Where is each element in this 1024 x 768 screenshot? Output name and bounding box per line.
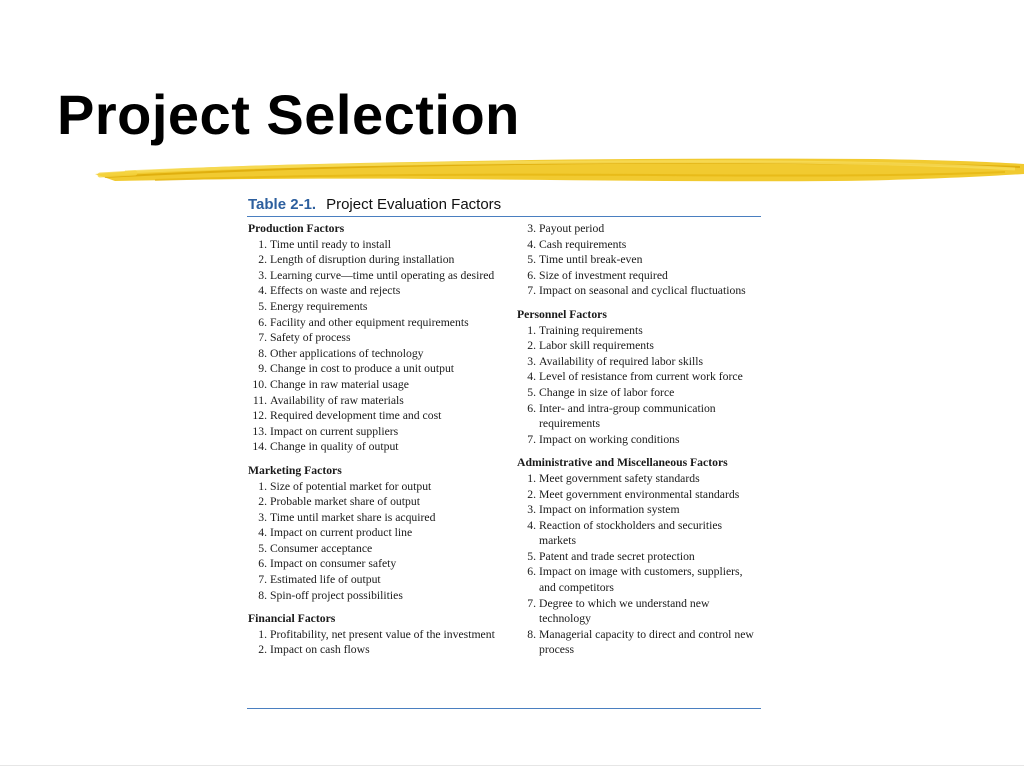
factor-item-text: Training requirements bbox=[539, 323, 643, 337]
factor-item bbox=[248, 494, 503, 510]
factor-item-number: 7. bbox=[527, 432, 536, 446]
factor-item-text: Profitability, net present value of the investment bbox=[270, 627, 495, 641]
factor-group bbox=[248, 463, 503, 603]
factor-item-number: 3. bbox=[258, 268, 267, 282]
factor-item-text: Reaction of stockholders and securities markets bbox=[539, 518, 723, 548]
factor-item-text: Learning curve—time until operating as desired bbox=[270, 268, 495, 282]
factor-item-number: 1. bbox=[258, 479, 267, 493]
factor-item-text: Cash requirements bbox=[539, 237, 627, 251]
factor-item-text: Change in cost to produce a unit output bbox=[270, 362, 455, 376]
factor-item-number: 4. bbox=[258, 526, 267, 540]
evaluation-factors-table bbox=[247, 195, 761, 709]
factor-group bbox=[248, 611, 503, 658]
factor-group bbox=[517, 455, 761, 658]
factor-item-number: 8. bbox=[258, 346, 267, 360]
factor-item-text: Impact on working conditions bbox=[539, 432, 680, 446]
factor-item-text: Impact on cash flows bbox=[270, 643, 370, 657]
factor-item-text: Time until break-even bbox=[539, 253, 643, 267]
factor-item bbox=[248, 252, 503, 268]
factor-item bbox=[517, 627, 761, 658]
factor-item-text: Size of potential market for output bbox=[270, 479, 432, 493]
factor-item-number: 3. bbox=[527, 354, 536, 368]
table-bottom-rule bbox=[247, 708, 761, 709]
factor-item bbox=[248, 330, 503, 346]
factor-item-number: 5. bbox=[527, 549, 536, 563]
factor-item bbox=[248, 588, 503, 604]
factor-item-text: Level of resistance from current work force bbox=[539, 370, 743, 384]
factor-item bbox=[517, 487, 761, 503]
factor-item bbox=[517, 283, 761, 299]
factor-item bbox=[248, 525, 503, 541]
factor-item-text: Availability of required labor skills bbox=[539, 354, 704, 368]
factor-item-text: Meet government environmental standards bbox=[539, 487, 740, 501]
factor-item bbox=[517, 471, 761, 487]
factor-group-title: Marketing Factors bbox=[248, 463, 342, 477]
factor-item-text: Energy requirements bbox=[270, 299, 368, 313]
factor-item-text: Change in quality of output bbox=[270, 440, 399, 454]
factor-item-number: 6. bbox=[527, 565, 536, 579]
factor-item bbox=[248, 377, 503, 393]
factor-item-number: 2. bbox=[527, 487, 536, 501]
factor-item-text: Impact on current suppliers bbox=[270, 424, 399, 438]
factor-item-number: 2. bbox=[258, 495, 267, 509]
factor-item-text: Patent and trade secret protection bbox=[539, 549, 695, 563]
factor-item-text: Degree to which we understand new technology bbox=[539, 596, 710, 626]
factor-item bbox=[248, 315, 503, 331]
factor-item-number: 7. bbox=[527, 596, 536, 610]
factor-item-number: 9. bbox=[258, 362, 267, 376]
factor-item bbox=[248, 237, 503, 253]
factor-item bbox=[248, 346, 503, 362]
factor-item-number: 10. bbox=[252, 377, 267, 391]
factor-group bbox=[248, 221, 503, 455]
factor-item-text: Change in size of labor force bbox=[539, 385, 675, 399]
factor-item bbox=[248, 541, 503, 557]
factor-item-text: Time until market share is acquired bbox=[270, 510, 436, 524]
factor-item bbox=[517, 323, 761, 339]
factor-item-number: 4. bbox=[527, 370, 536, 384]
factor-item-text: Inter- and intra-group communication requirements bbox=[539, 401, 716, 431]
factor-item-number: 2. bbox=[527, 339, 536, 353]
factor-item-text: Managerial capacity to direct and control new process bbox=[539, 627, 754, 657]
factor-item-number: 5. bbox=[258, 541, 267, 555]
factor-item-number: 7. bbox=[258, 331, 267, 345]
factor-item-text: Size of investment required bbox=[539, 268, 668, 282]
factor-item-number: 6. bbox=[258, 557, 267, 571]
factor-item-number: 3. bbox=[258, 510, 267, 524]
factor-item-number: 1. bbox=[527, 323, 536, 337]
factor-item bbox=[248, 299, 503, 315]
factor-item bbox=[517, 237, 761, 253]
factor-item bbox=[248, 424, 503, 440]
factor-group-title: Administrative and Miscellaneous Factors bbox=[517, 456, 728, 470]
highlighter-stroke bbox=[95, 147, 1024, 192]
factor-item-number: 12. bbox=[252, 409, 267, 423]
factor-item-text: Time until ready to install bbox=[270, 237, 391, 251]
factor-item-text: Consumer acceptance bbox=[270, 541, 373, 555]
left-column bbox=[248, 221, 503, 658]
factor-item-text: Facility and other equipment requirements bbox=[270, 315, 469, 329]
factor-item-number: 6. bbox=[527, 268, 536, 282]
factor-item bbox=[517, 369, 761, 385]
factor-item-text: Estimated life of output bbox=[270, 573, 381, 587]
factor-item bbox=[248, 479, 503, 495]
right-column bbox=[517, 221, 761, 658]
table-name: Project Evaluation Factors bbox=[326, 196, 502, 213]
factor-item bbox=[517, 502, 761, 518]
factor-item bbox=[248, 408, 503, 424]
factor-item-text: Length of disruption during installation bbox=[270, 253, 455, 267]
factor-group bbox=[517, 307, 761, 447]
factor-item-number: 5. bbox=[527, 385, 536, 399]
factor-item-text: Impact on seasonal and cyclical fluctuations bbox=[539, 284, 746, 298]
factor-item-number: 4. bbox=[527, 237, 536, 251]
factor-group-title: Financial Factors bbox=[248, 612, 336, 626]
factor-item-number: 3. bbox=[527, 222, 536, 235]
factor-item-number: 1. bbox=[527, 471, 536, 485]
factor-item bbox=[248, 572, 503, 588]
factor-item-number: 6. bbox=[527, 401, 536, 415]
factor-item-text: Effects on waste and rejects bbox=[270, 284, 401, 298]
factor-item-number: 6. bbox=[258, 315, 267, 329]
factor-item-number: 7. bbox=[258, 573, 267, 587]
factor-item-text: Payout period bbox=[539, 222, 605, 235]
factor-item bbox=[248, 439, 503, 455]
factor-item-number: 8. bbox=[527, 627, 536, 641]
factor-item-text: Required development time and cost bbox=[270, 409, 442, 423]
slide-title: Project Selection bbox=[57, 83, 520, 146]
factor-item-number: 3. bbox=[527, 503, 536, 517]
factor-item bbox=[248, 361, 503, 377]
factor-item-text: Meet government safety standards bbox=[539, 471, 700, 485]
factor-item-text: Change in raw material usage bbox=[270, 377, 409, 391]
factor-item-text: Spin-off project possibilities bbox=[270, 588, 403, 602]
factor-item bbox=[248, 283, 503, 299]
factor-item-number: 1. bbox=[258, 237, 267, 251]
factor-item bbox=[517, 221, 761, 237]
factor-item-number: 4. bbox=[258, 284, 267, 298]
factor-group-title: Production Factors bbox=[248, 222, 345, 235]
factor-group bbox=[517, 221, 761, 299]
factor-item bbox=[248, 627, 503, 643]
factor-item-number: 11. bbox=[252, 393, 267, 407]
factor-item-number: 2. bbox=[258, 643, 267, 657]
factor-item bbox=[517, 401, 761, 432]
factor-item bbox=[517, 549, 761, 565]
factor-item bbox=[517, 385, 761, 401]
factor-item-text: Safety of process bbox=[270, 331, 351, 345]
factor-item bbox=[517, 596, 761, 627]
factor-item bbox=[517, 518, 761, 549]
factor-item bbox=[517, 338, 761, 354]
factor-item-text: Impact on image with customers, suppliers, and competitors bbox=[539, 565, 743, 595]
factor-item bbox=[248, 393, 503, 409]
factor-item bbox=[248, 268, 503, 284]
factor-item-text: Other applications of technology bbox=[270, 346, 424, 360]
factor-item-number: 5. bbox=[527, 253, 536, 267]
table-number: Table 2-1. bbox=[248, 196, 317, 213]
factor-item bbox=[517, 432, 761, 448]
factor-item-text: Impact on current product line bbox=[270, 526, 413, 540]
factor-item-number: 5. bbox=[258, 299, 267, 313]
factor-item-number: 1. bbox=[258, 627, 267, 641]
factor-item bbox=[248, 642, 503, 658]
factor-item bbox=[517, 564, 761, 595]
factor-item-number: 8. bbox=[258, 588, 267, 602]
factor-item-number: 7. bbox=[527, 284, 536, 298]
factor-item-text: Impact on consumer safety bbox=[270, 557, 397, 571]
table-caption bbox=[247, 195, 761, 215]
factor-item bbox=[517, 252, 761, 268]
table-body bbox=[247, 217, 761, 708]
factor-item-text: Probable market share of output bbox=[270, 495, 420, 509]
factor-item-number: 13. bbox=[252, 424, 267, 438]
factor-item bbox=[517, 268, 761, 284]
factor-item-text: Impact on information system bbox=[539, 503, 680, 517]
factor-group-title: Personnel Factors bbox=[517, 307, 607, 321]
footer-divider bbox=[0, 765, 1024, 766]
factor-item-number: 4. bbox=[527, 518, 536, 532]
factor-item-number: 14. bbox=[252, 440, 267, 454]
factor-item-number: 2. bbox=[258, 253, 267, 267]
factor-item-text: Labor skill requirements bbox=[539, 339, 654, 353]
factor-item bbox=[517, 354, 761, 370]
factor-item-text: Availability of raw materials bbox=[270, 393, 404, 407]
factor-item bbox=[248, 510, 503, 526]
factor-item bbox=[248, 556, 503, 572]
